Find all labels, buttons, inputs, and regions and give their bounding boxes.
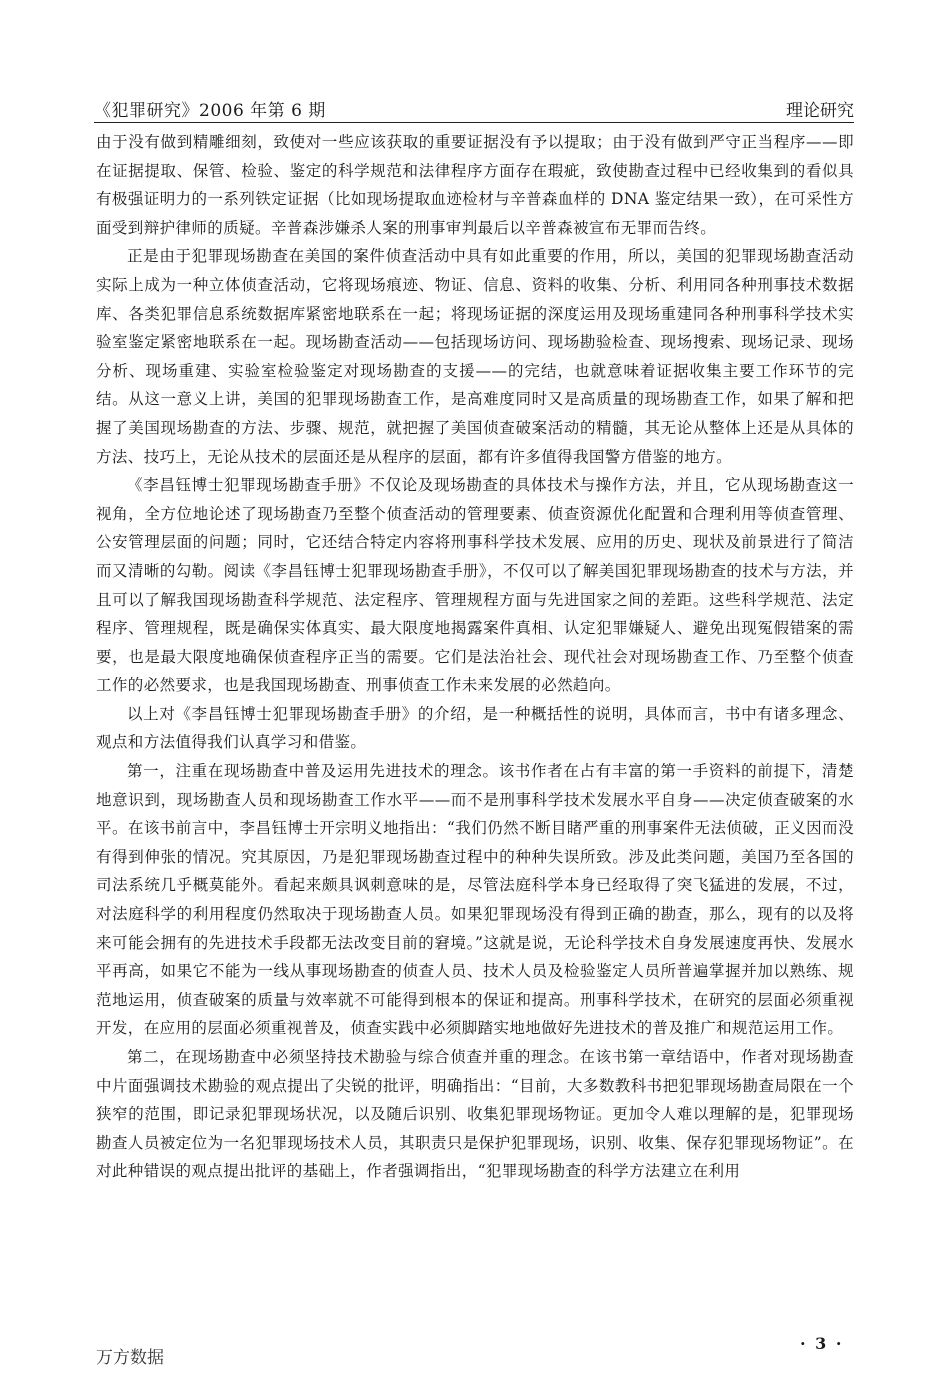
- journal-title: 《犯罪研究》2006 年第 6 期: [94, 101, 326, 121]
- paragraph: 以上对《李昌钰博士犯罪现场勘查手册》的介绍，是一种概括性的说明，具体而言，书中有诸多理念、观点和方法值得我们认真学习和借鉴。: [96, 704, 854, 752]
- paragraph: 由于没有做到精雕细刻，致使对一些应该获取的重要证据没有予以提取；由于没有做到严守正当程序——即在证据提取、保管、检验、鉴定的科学规范和法律程序方面存在瑕疵，致使勘查过程中已经收集到的看似具有极强证明力的一系列铁定证据（比如现场提取血迹检材与辛普森血样的 DNA 鉴定结果一致），在可采性方面受到辩护律师的质疑。辛普森涉嫌杀人案的刑事审判最后以辛普森被宣布无罪而告终。: [96, 133, 854, 237]
- article-body: [96, 128, 854, 1186]
- paragraph: 第二，在现场勘查中必须坚持技术勘验与综合侦查并重的理念。在该书第一章结语中，作者对现场勘查中片面强调技术勘验的观点提出了尖锐的批评，明确指出：“目前，大多数教科书把犯罪现场勘查局限在一个狭窄的范围，即记录犯罪现场状况，以及随后识别、收集犯罪现场物证。更加令人难以理解的是，犯罪现场勘查人员被定位为一名犯罪现场技术人员，其职责只是保护犯罪现场，识别、收集、保存犯罪现场物证”。在对此种错误的观点提出批评的基础上，作者强调指出，“犯罪现场勘查的科学方法建立在利用: [96, 1048, 854, 1181]
- watermark-text: 万方数据: [96, 1348, 164, 1368]
- paragraph: 《李昌钰博士犯罪现场勘查手册》不仅论及现场勘查的具体技术与操作方法，并且，它从现场勘查这一视角，全方位地论述了现场勘查乃至整个侦查活动的管理要素、侦查资源优化配置和合理利用等侦查管理、公安管理层面的问题；同时，它还结合特定内容将刑事科学技术发展、应用的历史、现状及前景进行了简洁而又清晰的勾勒。阅读《李昌钰博士犯罪现场勘查手册》，不仅可以了解美国犯罪现场勘查的技术与方法，并且可以了解我国现场勘查科学规范、法定程序、管理规程方面与先进国家之间的差距。这些科学规范、法定程序、管理规程，既是确保实体真实、最大限度地揭露案件真相、认定犯罪嫌疑人、避免出现冤假错案的需要，也是最大限度地确保侦查程序正当的需要。它们是法治社会、现代社会对现场勘查工作、乃至整个侦查工作的必然要求，也是我国现场勘查、刑事侦查工作未来发展的必然趋向。: [96, 476, 854, 695]
- header-divider: [94, 122, 854, 123]
- page-number: · 3 ·: [800, 1334, 844, 1353]
- paragraph: 正是由于犯罪现场勘查在美国的案件侦查活动中具有如此重要的作用，所以，美国的犯罪现场勘查活动实际上成为一种立体侦查活动，它将现场痕迹、物证、信息、资料的收集、分析、利用同各种刑事技术数据库、各类犯罪信息系统数据库紧密地联系在一起；将现场证据的深度运用及现场重建同各种刑事科学技术实验室鉴定紧密地联系在一起。现场勘查活动——包括现场访问、现场勘验检查、现场搜索、现场记录、现场分析、现场重建、实验室检验鉴定对现场勘查的支援——的完结，也就意味着证据收集主要工作环节的完结。从这一意义上讲，美国的犯罪现场勘查工作，是高难度同时又是高质量的现场勘查工作，如果了解和把握了美国现场勘查的方法、步骤、规范，就把握了美国侦查破案活动的精髓，其无论从整体上还是从具体的方法、技巧上，无论从技术的层面还是从程序的层面，都有许多值得我国警方借鉴的地方。: [96, 247, 854, 466]
- running-header: [94, 92, 854, 122]
- paragraph: 第一，注重在现场勘查中普及运用先进技术的理念。该书作者在占有丰富的第一手资料的前提下，清楚地意识到，现场勘查人员和现场勘查工作水平——而不是刑事科学技术发展水平自身——决定侦查破案的水平。在该书前言中，李昌钰博士开宗明义地指出：“我们仍然不断目睹严重的刑事案件无法侦破，正义因而没有得到伸张的情况。究其原因，乃是犯罪现场勘查过程中的种种失误所致。涉及此类问题，美国乃至各国的司法系统几乎概莫能外。看起来颇具讽刺意味的是，尽管法庭科学本身已经取得了突飞猛进的发展，不过，对法庭科学的利用程度仍然取决于现场勘查人员。如果犯罪现场没有得到正确的勘查，那么，现有的以及将来可能会拥有的先进技术手段都无法改变目前的窘境。”这就是说，无论科学技术自身发展速度再快、发展水平再高，如果它不能为一线从事现场勘查的侦查人员、技术人员及检验鉴定人员所普遍掌握并加以熟练、规范地运用，侦查破案的质量与效率就不可能得到根本的保证和提高。刑事科学技术，在研究的层面必须重视开发，在应用的层面必须重视普及，侦查实践中必须脚踏实地地做好先进技术的普及推广和规范运用工作。: [96, 762, 854, 1038]
- section-label: 理论研究: [786, 101, 854, 121]
